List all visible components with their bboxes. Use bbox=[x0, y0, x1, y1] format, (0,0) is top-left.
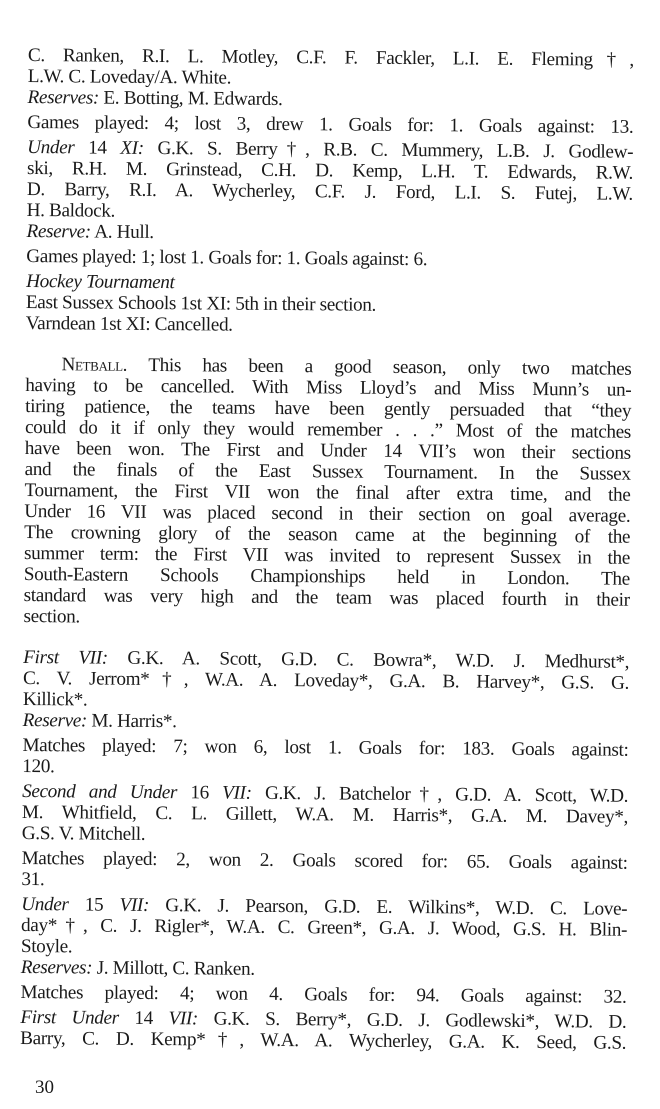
text-line: could do it if only they would remember . . .” Most of the matches bbox=[24, 416, 632, 443]
italic-label: First Under bbox=[20, 1006, 119, 1029]
text-line: First Under 14 VII: G.K. S. Berry*, G.D. J. Godlewski*, W.D. D. bbox=[20, 1006, 627, 1033]
text-line: Reserve: A. Hull. bbox=[26, 220, 154, 243]
text-line: Matches played: 4; won 4. Goals for: 94. Goals against: 32. bbox=[20, 981, 627, 1008]
text-line: Games played: 4; lost 3, drew 1. Goals for: 1. Goals against: 13. bbox=[27, 111, 634, 138]
text-line: L.W. C. Loveday/A. White. bbox=[27, 65, 232, 89]
first-vii-results bbox=[22, 735, 628, 782]
text-line: East Sussex Schools 1st XI: 5th in their section. bbox=[25, 291, 377, 316]
text-line: The crowning glory of the season came at the beginning of the bbox=[24, 521, 631, 548]
italic-label: Reserves: bbox=[27, 86, 100, 109]
text-line: standard was very high and the team was placed fourth in their bbox=[23, 584, 630, 611]
italic-label: Reserves: bbox=[20, 956, 93, 979]
hockey-tournament bbox=[26, 271, 632, 339]
text-line: 120. bbox=[22, 755, 55, 778]
under-14-xi bbox=[26, 137, 633, 247]
section-heading: Netball. bbox=[61, 354, 128, 376]
first-under-14-vii bbox=[20, 1007, 626, 1054]
second-under-16-vii bbox=[22, 781, 628, 849]
text-line: Reserves: J. Millott, C. Ranken. bbox=[20, 956, 255, 980]
hockey-team-continued bbox=[28, 45, 634, 113]
text-line: tiring patience, the teams have been gently persuaded that “they bbox=[25, 395, 632, 422]
text-line: Under 16 VII was placed second in their section on goal average. bbox=[24, 500, 631, 527]
first-vii bbox=[23, 647, 630, 736]
text-line: First VII: G.K. A. Scott, G.D. C. Bowra*, W.D. J. Medhurst*, bbox=[23, 646, 630, 673]
under-15-vii bbox=[21, 894, 628, 983]
text-line: section. bbox=[23, 605, 80, 628]
text-line: Matches played: 7; won 6, lost 1. Goals for: 183. Goals against: bbox=[22, 734, 629, 761]
italic-label: Second and Under bbox=[22, 780, 178, 804]
text-line: C. V. Jerrom*†, W.A. A. Loveday*, G.A. B. Harvey*, G.S. G. bbox=[22, 667, 630, 694]
text-line: Reserves: E. Botting, M. Edwards. bbox=[27, 86, 283, 111]
text-line: M. Whitfield, C. L. Gillett, W.A. M. Harris*, G.A. M. Davey*, bbox=[21, 801, 629, 828]
second-under-16-results bbox=[21, 848, 627, 895]
italic-label: VII: bbox=[119, 894, 150, 916]
italic-label: First VII: bbox=[23, 646, 108, 669]
text-line: 31. bbox=[21, 868, 45, 891]
text-line: day*†, C. J. Rigler*, W.A. C. Green*, G.A. J. Wood, G.S. H. Blin- bbox=[21, 914, 628, 941]
text-line: Reserve: M. Harris*. bbox=[22, 709, 177, 733]
text-line: Varndean 1st XI: Cancelled. bbox=[25, 312, 233, 336]
text-line: D. Barry, R.I. A. Wycherley, C.F. J. Ford, L.I. S. Futej, L.W. bbox=[26, 178, 633, 205]
italic-label: Under bbox=[27, 136, 75, 159]
text-line: Second and Under 16 VII: G.K. J. Batchelor†, G.D. A. Scott, W.D. bbox=[22, 780, 629, 807]
italic-label: Hockey Tournament bbox=[26, 270, 175, 294]
netball-paragraph bbox=[23, 354, 631, 632]
text-line: G.S. V. Mitchell. bbox=[21, 822, 146, 845]
text-line: Tournament, the First VII won the final after extra time, and the bbox=[24, 479, 631, 506]
text-line: South-Eastern Schools Championships held in London. The bbox=[23, 563, 630, 590]
text-line: Barry, C. D. Kemp*†, W.A. A. Wycherley, G.A. K. Seed, G.S. bbox=[20, 1027, 627, 1054]
text-line: Under 15 VII: G.K. J. Pearson, G.D. E. Wilkins*, W.D. C. Love- bbox=[21, 893, 628, 920]
text-line: Netball. This has been a good season, only two matches bbox=[61, 354, 632, 380]
text-line: and the finals of the East Sussex Tournament. In the Sussex bbox=[24, 458, 631, 485]
text-line: H. Baldock. bbox=[26, 199, 116, 222]
text-line: having to be cancelled. With Miss Lloyd’s and Miss Munn’s un- bbox=[25, 374, 632, 401]
italic-label: Under bbox=[21, 893, 69, 916]
italic-label: Reserve: bbox=[26, 220, 91, 243]
text-line: Matches played: 2, won 2. Goals scored for: 65. Goals against: bbox=[21, 847, 628, 874]
text-line: ski, R.H. M. Grinstead, C.H. D. Kemp, L.H. T. Edwards, R.W. bbox=[26, 157, 634, 184]
italic-label: Reserve: bbox=[22, 709, 88, 732]
text-line: C. Ranken, R.I. L. Motley, C.F. F. Fackler, L.I. E. Fleming†, bbox=[27, 45, 634, 71]
text-line: Stoyle. bbox=[20, 935, 73, 958]
text-line: Games played: 1; lost 1. Goals for: 1. Goals against: 6. bbox=[26, 245, 428, 271]
text-line: have been won. The First and Under 14 VII’s won their sections bbox=[24, 437, 631, 464]
page-number: 30 bbox=[35, 1077, 54, 1098]
italic-label: XI: bbox=[120, 137, 144, 159]
italic-label: VII: bbox=[168, 1008, 199, 1030]
text-line: Killick*. bbox=[22, 688, 88, 711]
text-line: Under 14 XI: G.K. S. Berry†, R.B. C. Mummery, L.B. J. Godlew- bbox=[27, 136, 634, 163]
text-line: summer term: the First VII was invited to represent Sussex in the bbox=[23, 542, 631, 569]
document-page bbox=[20, 45, 634, 1054]
italic-label: VII: bbox=[222, 782, 252, 804]
